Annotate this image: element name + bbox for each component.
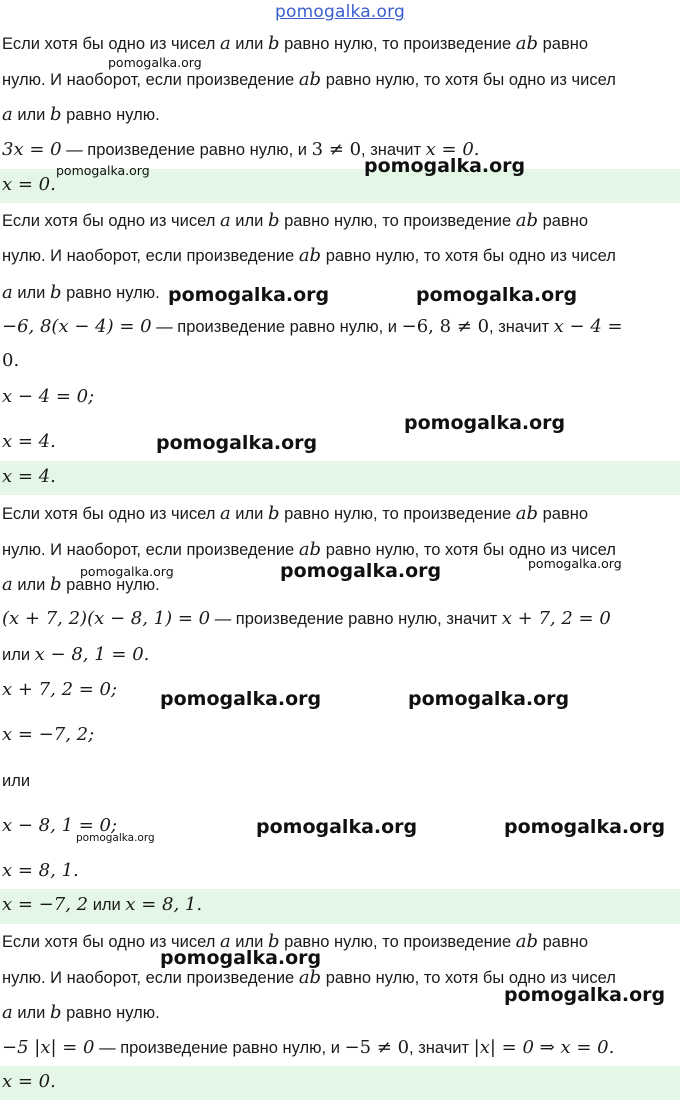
explanation: — произведение равно нулю, и: [66, 141, 308, 159]
var-b: b: [49, 104, 62, 125]
watermark: pomogalka.org: [504, 984, 666, 1006]
rule-text-line-2: [2, 69, 680, 91]
rule-text: равно: [542, 212, 589, 230]
answer: x = −7, 2: [2, 894, 89, 915]
var-a: a: [219, 210, 231, 231]
var-a: a: [219, 33, 231, 54]
equation-line-cont: [2, 350, 680, 372]
watermark: pomogalka.org: [56, 163, 150, 178]
step: x − 4 = 0;: [2, 386, 95, 407]
step-line: [2, 860, 680, 882]
equation: (x + 7, 2)(x − 8, 1) = 0: [2, 608, 211, 629]
explanation: , значит: [489, 318, 550, 336]
var-ab: ab: [515, 210, 538, 231]
rule-text: или: [17, 576, 46, 594]
result: x − 4 =: [553, 316, 623, 337]
watermark: pomogalka.org: [156, 432, 318, 454]
step-line: [2, 679, 680, 701]
watermark: pomogalka.org: [364, 155, 526, 177]
rule-text: или: [17, 1004, 46, 1022]
var-a: a: [2, 574, 13, 595]
rule-text-line-1: [2, 33, 680, 55]
answer-line: [2, 1071, 680, 1093]
equation: −6, 8(x − 4) = 0: [2, 316, 152, 337]
rule-text-line-2: [2, 245, 680, 267]
condition: −6, 8 ≠ 0: [401, 316, 490, 337]
rule-text: равно: [542, 35, 589, 53]
rule-text: равно нулю, то произведение: [284, 212, 512, 230]
rule-text: равно нулю.: [66, 284, 160, 302]
watermark: pomogalka.org: [280, 560, 442, 582]
answer-line: [2, 894, 680, 916]
condition: −5 ≠ 0: [344, 1037, 410, 1058]
answer: x = 8, 1.: [125, 894, 203, 915]
var-a: a: [2, 1002, 13, 1023]
watermark: pomogalka.org: [256, 816, 418, 838]
rule-text: равно нулю.: [66, 576, 160, 594]
rule-text: нулю. И наоборот, если произведение: [2, 71, 295, 89]
answer-box: [0, 1066, 680, 1100]
rule-text: равно нулю, то хотя бы одно из чисел: [325, 247, 616, 265]
rule-text: или: [235, 933, 264, 951]
result: x = 0.: [425, 139, 480, 160]
or-text: или: [92, 896, 121, 914]
explanation: — произведение равно нулю, и: [99, 1039, 340, 1057]
result: x + 7, 2 = 0: [501, 608, 611, 629]
step: x − 8, 1 = 0;: [2, 815, 118, 836]
var-a: a: [2, 104, 13, 125]
result: 0.: [2, 350, 20, 371]
condition: 3 ≠ 0: [311, 139, 362, 160]
rule-text: или: [17, 106, 46, 124]
watermark: pomogalka.org: [168, 284, 330, 306]
answer: x = 0.: [2, 1071, 56, 1092]
watermark: pomogalka.org: [504, 816, 666, 838]
var-b: b: [267, 931, 280, 952]
rule-text-line-1: [2, 210, 680, 232]
rule-text: равно нулю, то произведение: [284, 35, 512, 53]
var-ab: ab: [298, 539, 322, 560]
or-text: или: [2, 646, 31, 664]
var-ab: ab: [298, 69, 322, 90]
equation-line: [2, 608, 680, 630]
rule-text: равно нулю, то хотя бы одно из чисел: [325, 541, 616, 559]
explanation: , значит: [361, 141, 422, 159]
site-link[interactable]: pomogalka.org: [275, 2, 405, 22]
step-line: [2, 724, 680, 746]
explanation: , значит: [409, 1039, 470, 1057]
var-a: a: [219, 503, 231, 524]
explanation: — произведение равно нулю, и: [156, 318, 398, 336]
rule-text: равно: [542, 505, 589, 523]
var-ab: ab: [298, 245, 322, 266]
result: |x| = 0 ⇒ x = 0.: [473, 1037, 615, 1058]
or-text: или: [2, 772, 31, 790]
rule-text: равно нулю.: [66, 106, 160, 124]
rule-text: равно нулю, то хотя бы одно из чисел: [325, 969, 616, 987]
rule-text: Если хотя бы одно из чисел: [2, 35, 216, 53]
rule-text: нулю. И наоборот, если произведение: [2, 247, 295, 265]
var-ab: ab: [515, 503, 538, 524]
rule-text: равно нулю, то произведение: [284, 933, 512, 951]
var-ab: ab: [515, 931, 538, 952]
answer-box: [0, 461, 680, 495]
rule-text: равно нулю, то хотя бы одно из чисел: [325, 71, 616, 89]
var-b: b: [267, 210, 280, 231]
step: x = −7, 2;: [2, 724, 95, 745]
var-a: a: [219, 931, 231, 952]
rule-text-line-1: [2, 503, 680, 525]
watermark: pomogalka.org: [76, 832, 155, 844]
rule-text: Если хотя бы одно из чисел: [2, 933, 216, 951]
equation-line: [2, 139, 680, 161]
rule-text: равно: [542, 933, 589, 951]
step: x = 4.: [2, 431, 56, 452]
explanation: — произведение равно нулю, значит: [214, 610, 498, 628]
rule-text-line-3: [2, 282, 680, 304]
rule-text: нулю. И наоборот, если произведение: [2, 969, 295, 987]
watermark: pomogalka.org: [160, 688, 322, 710]
watermark: pomogalka.org: [404, 412, 566, 434]
var-b: b: [49, 1002, 62, 1023]
rule-text: или: [17, 284, 46, 302]
var-ab: ab: [515, 33, 538, 54]
equation-line-cont: [2, 644, 680, 666]
rule-text: нулю. И наоборот, если произведение: [2, 541, 295, 559]
watermark: pomogalka.org: [408, 688, 570, 710]
or-line: [2, 770, 680, 792]
answer: x = 0.: [2, 174, 56, 195]
watermark: pomogalka.org: [416, 284, 578, 306]
step: x = 8, 1.: [2, 860, 79, 881]
var-b: b: [267, 503, 280, 524]
answer-box: [0, 889, 680, 924]
watermark: pomogalka.org: [108, 55, 202, 70]
var-b: b: [267, 33, 280, 54]
step-line: [2, 386, 680, 408]
equation-line: [2, 316, 680, 338]
rule-text: Если хотя бы одно из чисел: [2, 212, 216, 230]
rule-text: равно нулю.: [66, 1004, 160, 1022]
equation: −5 |x| = 0: [2, 1037, 95, 1058]
answer: x = 4.: [2, 466, 56, 487]
rule-text: Если хотя бы одно из чисел: [2, 505, 216, 523]
rule-text-line-1: [2, 931, 680, 953]
rule-text-line-3: [2, 104, 680, 126]
rule-text: равно нулю, то произведение: [284, 505, 512, 523]
rule-text: или: [235, 212, 264, 230]
var-ab: ab: [298, 967, 322, 988]
equation: 3x = 0: [2, 139, 62, 160]
step-line: [2, 431, 680, 453]
var-b: b: [49, 282, 62, 303]
var-b: b: [49, 574, 62, 595]
equation-line: [2, 1037, 680, 1059]
answer-line: [2, 466, 680, 488]
watermark: pomogalka.org: [80, 564, 174, 579]
rule-text: или: [235, 505, 264, 523]
rule-text: или: [235, 35, 264, 53]
watermark: pomogalka.org: [160, 947, 322, 969]
result: x − 8, 1 = 0.: [34, 644, 150, 665]
watermark: pomogalka.org: [528, 556, 622, 571]
var-a: a: [2, 282, 13, 303]
step: x + 7, 2 = 0;: [2, 679, 118, 700]
